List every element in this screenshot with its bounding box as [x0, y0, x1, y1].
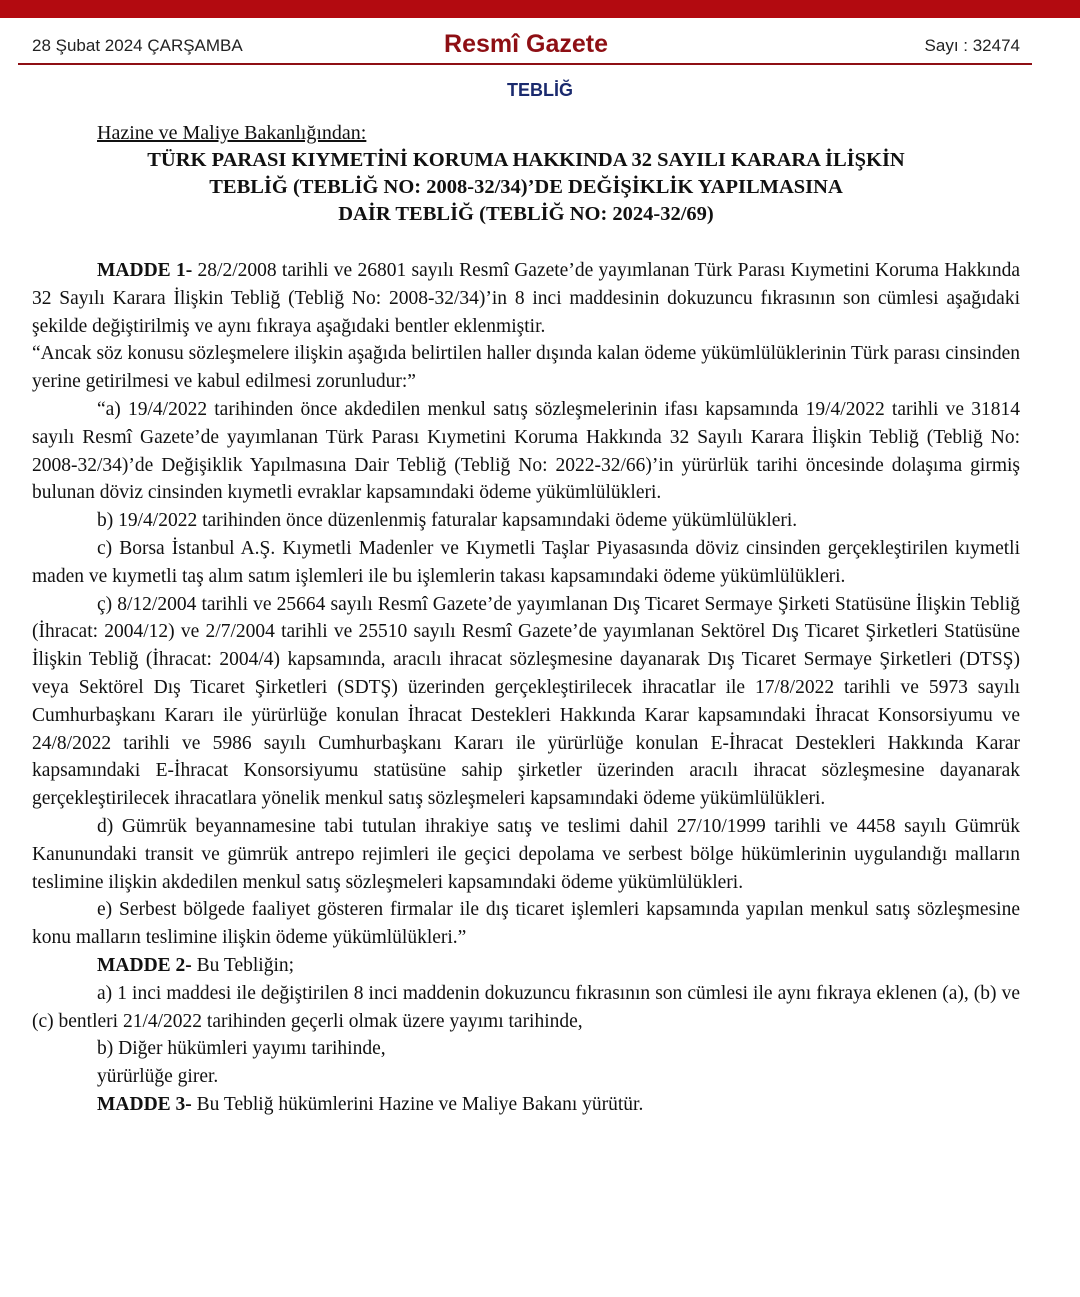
article-2-closing: yürürlüğe girer.: [97, 1066, 219, 1088]
gazette-title: Resmî Gazete: [444, 30, 608, 58]
article-1-paragraph: [32, 257, 1020, 340]
document-title: [32, 147, 1020, 228]
articles: [32, 257, 1020, 1119]
article-1-label: MADDE 1-: [97, 260, 193, 281]
article-2-item-a: a) 1 inci maddesi ile değiştirilen 8 inci maddenin dokuzuncu fıkrasının son cümlesi ile aynı fıkraya eklenen (a), (b) ve (c) bentleri 21/4/2022 tarihinden geçerli olmak üzere yayımı tarihinde,: [32, 982, 1020, 1032]
article-1-item-d: d) Gümrük beyannamesine tabi tutulan ihrakiye satış ve teslimi dahil 27/10/1999 tarihli ve 4458 sayılı Gümrük Kanunundaki transit ve gümrük antrepo rejimleri ile geçici depolama ve serbest bölge hükümlerinin uygulandığı malların teslimine ilişkin akdedilen menkul satış sözleşmeleri kapsamındaki ödeme yükümlülükleri.: [32, 815, 1020, 893]
issuing-ministry: Hazine ve Maliye Bakanlığından:: [97, 122, 367, 144]
article-2-text: Bu Tebliğin;: [191, 954, 295, 976]
article-1-item-c-cedilla: ç) 8/12/2004 tarihli ve 25664 sayılı Resmî Gazete’de yayımlanan Dış Ticaret Sermaye Şirketi Statüsüne İlişkin Tebliğ (İhracat: 2004/12) ve 2/7/2004 tarihli ve 25510 sayılı Resmî Gazete’de yayımlanan Sektörel Dış Ticaret Şirketleri Statüsüne İlişkin Tebliğ (İhracat: 2004/4) kapsamında, aracılı ihracat sözleşmesine dayanarak Dış Ticaret Sermaye Şirketleri (DTSŞ) veya Sektörel Dış Ticaret Şirketleri (SDTŞ) üzerinden gerçekleştirilecek ihracatlar ile 17/8/2022 tarihli ve 5973 sayılı Cumhurbaşkanı Kararı ile yürürlüğe konulan İhracat Destekleri Hakkında Karar kapsamındaki İhracat Konsorsiyumu ve 24/8/2022 tarihli ve 5986 sayılı Cumhurbaşkanı Kararı ile yürürlüğe konulan E-İhracat Destekleri Hakkında Karar kapsamındaki E-İhracat Konsorsiyumu statüsüne sahip şirketler üzerinden aracılı ihracat sözleşmesine dayanarak gerçekleştirilecek ihracatlara yönelik menkul satış sözleşmeleri kapsamındaki ödeme yükümlülükleri.: [32, 593, 1020, 810]
article-1-item-e: e) Serbest bölgede faaliyet gösteren firmalar ile dış ticaret işlemleri kapsamında yapılan menkul satış sözleşmesine konu malların teslimine ilişkin ödeme yükümlülükleri.”: [32, 899, 1020, 949]
article-2-item-b: b) Diğer hükümleri yayımı tarihinde,: [97, 1038, 386, 1060]
article-1-item-a: “a) 19/4/2022 tarihinden önce akdedilen menkul satış sözleşmelerinin ifası kapsamında 19/4/2022 tarihli ve 31814 sayılı Resmî Gazete’de yayımlanan Türk Parası Kıymetini Koruma Hakkında 32 Sayılı Karara İlişkin Tebliğ (Tebliğ No: 2008-32/34)’de Değişiklik Yapılmasına Dair Tebliğ (Tebliğ No: 2022-32/66)’in yürürlük tarihi öncesinde dolaşıma girmiş bulunan döviz cinsinden kıymetli evraklar kapsamındaki ödeme yükümlülükleri.: [32, 398, 1020, 504]
header-divider: [18, 63, 1032, 65]
article-2-label: MADDE 2-: [97, 954, 192, 976]
top-accent-bar: [0, 0, 1080, 18]
article-1-item-c: c) Borsa İstanbul A.Ş. Kıymetli Madenler ve Kıymetli Taşlar Piyasasında döviz cinsinden gerçekleştirilen kıymetli maden ve kıymetli taş alım satım işlemleri ile bu işlemlerin takası kapsamındaki ödeme yükümlülükleri.: [32, 537, 1020, 587]
issue-number: Sayı : 32474: [924, 36, 1020, 55]
article-3-paragraph: [32, 1091, 1020, 1119]
gazette-header: [32, 30, 1020, 64]
article-3-label: MADDE 3-: [97, 1093, 192, 1115]
title-line: TEBLİĞ (TEBLİĞ NO: 2008-32/34)’DE DEĞİŞİKLİK YAPILMASINA: [209, 176, 843, 198]
quoted-sentence: “Ancak söz konusu sözleşmelere ilişkin aşağıda belirtilen haller dışında kalan ödeme yükümlülüklerinin Türk parası cinsinden yerine getirilmesi ve kabul edilmesi zorunludur:”: [32, 343, 1020, 393]
document-body: [32, 120, 1020, 1119]
article-1-item-b: b) 19/4/2022 tarihinden önce düzenlenmiş faturalar kapsamındaki ödeme yükümlülükleri.: [97, 510, 798, 532]
article-2-paragraph: [32, 952, 1020, 980]
section-heading: TEBLİĞ: [507, 80, 573, 100]
article-3-text: Bu Tebliğ hükümlerini Hazine ve Maliye Bakanı yürütür.: [191, 1093, 644, 1115]
title-line: TÜRK PARASI KIYMETİNİ KORUMA HAKKINDA 32 SAYILI KARARA İLİŞKİN: [147, 149, 905, 171]
issue-date: 28 Şubat 2024 ÇARŞAMBA: [32, 36, 243, 55]
article-1-text: 28/2/2008 tarihli ve 26801 sayılı Resmî Gazete’de yayımlanan Türk Parası Kıymetini Koruma Hakkında 32 Sayılı Karara İlişkin Tebliğ (Tebliğ No: 2008-32/34)’in 8 inci maddesinin dokuzuncu fıkrasının son cümlesi aşağıdaki şekilde değiştirilmiş ve aynı fıkraya aşağıdaki bentler eklenmiştir.: [32, 260, 1021, 337]
title-line: DAİR TEBLİĞ (TEBLİĞ NO: 2024-32/69): [338, 203, 714, 225]
